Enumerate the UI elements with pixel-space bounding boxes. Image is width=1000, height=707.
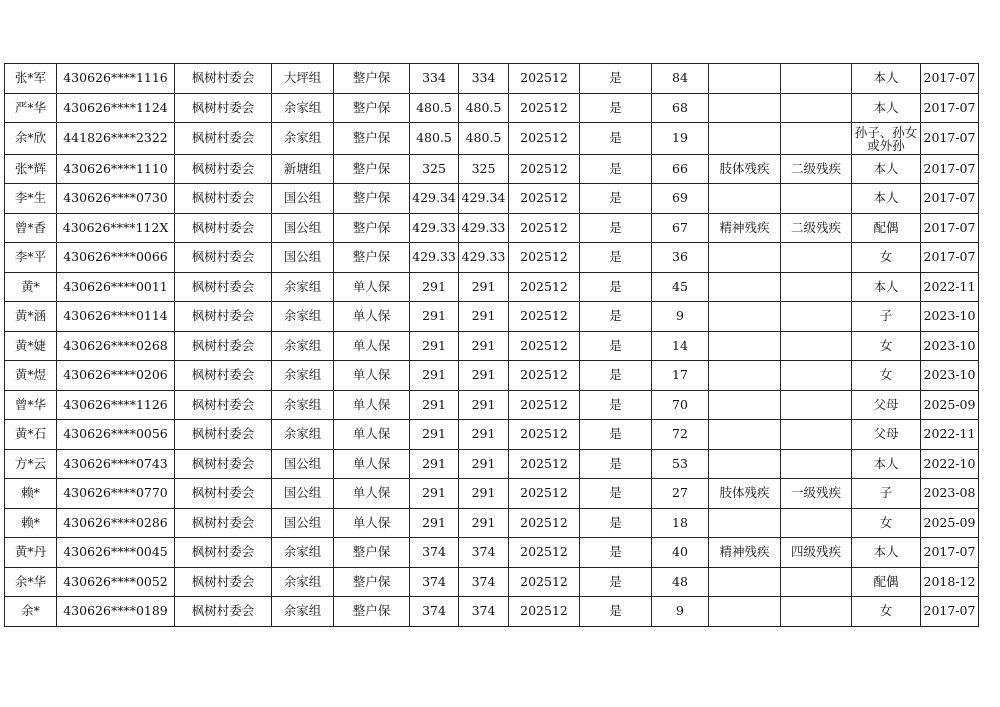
committee-cell: 枫树村委会 bbox=[175, 154, 272, 184]
amount-total-cell: 334 bbox=[459, 64, 509, 94]
start-date-cell: 2017-07 bbox=[921, 93, 979, 123]
table-row bbox=[5, 93, 979, 123]
disability-level-cell bbox=[781, 272, 852, 302]
amount-cell: 291 bbox=[410, 331, 459, 361]
group-cell: 国公组 bbox=[272, 213, 334, 243]
period-cell: 202512 bbox=[509, 123, 580, 155]
amount-total-cell: 429.34 bbox=[459, 184, 509, 214]
amount-cell: 429.34 bbox=[410, 184, 459, 214]
group-cell: 余家组 bbox=[272, 331, 334, 361]
committee-cell: 枫树村委会 bbox=[175, 479, 272, 509]
committee-cell: 枫树村委会 bbox=[175, 361, 272, 391]
disability-type-cell bbox=[709, 184, 781, 214]
amount-cell: 374 bbox=[410, 597, 459, 627]
age-cell: 66 bbox=[652, 154, 709, 184]
disability-type-cell bbox=[709, 302, 781, 332]
name-cell: 赖* bbox=[5, 479, 57, 509]
group-cell: 余家组 bbox=[272, 272, 334, 302]
disability-type-cell bbox=[709, 597, 781, 627]
amount-cell: 429.33 bbox=[410, 243, 459, 273]
relation-cell: 女 bbox=[852, 597, 921, 627]
disability-type-cell bbox=[709, 567, 781, 597]
disability-type-cell bbox=[709, 508, 781, 538]
coverage-type-cell: 整户保 bbox=[334, 93, 410, 123]
start-date-cell: 2022-11 bbox=[921, 272, 979, 302]
amount-total-cell: 429.33 bbox=[459, 213, 509, 243]
flag-cell: 是 bbox=[580, 154, 652, 184]
table-row bbox=[5, 154, 979, 184]
name-cell: 黄*煜 bbox=[5, 361, 57, 391]
group-cell: 国公组 bbox=[272, 184, 334, 214]
coverage-type-cell: 单人保 bbox=[334, 390, 410, 420]
id-number-cell: 430626****0011 bbox=[57, 272, 175, 302]
table-row bbox=[5, 272, 979, 302]
id-number-cell: 430626****0114 bbox=[57, 302, 175, 332]
age-cell: 9 bbox=[652, 302, 709, 332]
id-number-cell: 430626****0066 bbox=[57, 243, 175, 273]
committee-cell: 枫树村委会 bbox=[175, 538, 272, 568]
group-cell: 余家组 bbox=[272, 93, 334, 123]
period-cell: 202512 bbox=[509, 213, 580, 243]
relation-cell: 本人 bbox=[852, 272, 921, 302]
id-number-cell: 430626****0286 bbox=[57, 508, 175, 538]
age-cell: 45 bbox=[652, 272, 709, 302]
flag-cell: 是 bbox=[580, 449, 652, 479]
relation-cell: 父母 bbox=[852, 390, 921, 420]
start-date-cell: 2023-10 bbox=[921, 331, 979, 361]
group-cell: 余家组 bbox=[272, 123, 334, 155]
committee-cell: 枫树村委会 bbox=[175, 243, 272, 273]
age-cell: 36 bbox=[652, 243, 709, 273]
age-cell: 40 bbox=[652, 538, 709, 568]
id-number-cell: 430626****0189 bbox=[57, 597, 175, 627]
amount-cell: 480.5 bbox=[410, 93, 459, 123]
start-date-cell: 2017-07 bbox=[921, 154, 979, 184]
id-number-cell: 430626****0206 bbox=[57, 361, 175, 391]
period-cell: 202512 bbox=[509, 420, 580, 450]
flag-cell: 是 bbox=[580, 538, 652, 568]
start-date-cell: 2017-07 bbox=[921, 597, 979, 627]
committee-cell: 枫树村委会 bbox=[175, 184, 272, 214]
name-cell: 赖* bbox=[5, 508, 57, 538]
name-cell: 黄*石 bbox=[5, 420, 57, 450]
relation-cell: 本人 bbox=[852, 184, 921, 214]
flag-cell: 是 bbox=[580, 184, 652, 214]
group-cell: 余家组 bbox=[272, 390, 334, 420]
table-row bbox=[5, 361, 979, 391]
start-date-cell: 2022-10 bbox=[921, 449, 979, 479]
disability-level-cell bbox=[781, 64, 852, 94]
disability-level-cell bbox=[781, 243, 852, 273]
start-date-cell: 2025-09 bbox=[921, 390, 979, 420]
coverage-type-cell: 整户保 bbox=[334, 597, 410, 627]
name-cell: 曾*华 bbox=[5, 390, 57, 420]
relation-cell: 女 bbox=[852, 508, 921, 538]
start-date-cell: 2025-09 bbox=[921, 508, 979, 538]
disability-level-cell bbox=[781, 184, 852, 214]
disability-level-cell bbox=[781, 508, 852, 538]
relation-cell: 本人 bbox=[852, 93, 921, 123]
id-number-cell: 430626****1126 bbox=[57, 390, 175, 420]
start-date-cell: 2018-12 bbox=[921, 567, 979, 597]
coverage-type-cell: 单人保 bbox=[334, 508, 410, 538]
committee-cell: 枫树村委会 bbox=[175, 508, 272, 538]
disability-level-cell: 一级残疾 bbox=[781, 479, 852, 509]
flag-cell: 是 bbox=[580, 272, 652, 302]
amount-total-cell: 374 bbox=[459, 567, 509, 597]
disability-level-cell bbox=[781, 331, 852, 361]
id-number-cell: 430626****0052 bbox=[57, 567, 175, 597]
period-cell: 202512 bbox=[509, 154, 580, 184]
relation-cell: 本人 bbox=[852, 538, 921, 568]
id-number-cell: 430626****0730 bbox=[57, 184, 175, 214]
table-row bbox=[5, 390, 979, 420]
disability-type-cell bbox=[709, 390, 781, 420]
disability-type-cell: 精神残疾 bbox=[709, 538, 781, 568]
amount-total-cell: 480.5 bbox=[459, 93, 509, 123]
id-number-cell: 430626****112X bbox=[57, 213, 175, 243]
table-row bbox=[5, 420, 979, 450]
disability-type-cell bbox=[709, 331, 781, 361]
table-row bbox=[5, 123, 979, 155]
table-row bbox=[5, 213, 979, 243]
period-cell: 202512 bbox=[509, 331, 580, 361]
flag-cell: 是 bbox=[580, 508, 652, 538]
period-cell: 202512 bbox=[509, 597, 580, 627]
committee-cell: 枫树村委会 bbox=[175, 213, 272, 243]
flag-cell: 是 bbox=[580, 567, 652, 597]
disability-type-cell bbox=[709, 123, 781, 155]
name-cell: 严*华 bbox=[5, 93, 57, 123]
flag-cell: 是 bbox=[580, 420, 652, 450]
amount-total-cell: 374 bbox=[459, 597, 509, 627]
coverage-type-cell: 整户保 bbox=[334, 567, 410, 597]
committee-cell: 枫树村委会 bbox=[175, 302, 272, 332]
coverage-type-cell: 整户保 bbox=[334, 184, 410, 214]
name-cell: 方*云 bbox=[5, 449, 57, 479]
group-cell: 国公组 bbox=[272, 508, 334, 538]
relation-cell: 父母 bbox=[852, 420, 921, 450]
disability-type-cell bbox=[709, 64, 781, 94]
period-cell: 202512 bbox=[509, 64, 580, 94]
committee-cell: 枫树村委会 bbox=[175, 123, 272, 155]
amount-cell: 374 bbox=[410, 538, 459, 568]
disability-level-cell: 二级残疾 bbox=[781, 213, 852, 243]
amount-total-cell: 291 bbox=[459, 361, 509, 391]
committee-cell: 枫树村委会 bbox=[175, 93, 272, 123]
name-cell: 曾*香 bbox=[5, 213, 57, 243]
relation-cell: 子 bbox=[852, 479, 921, 509]
id-number-cell: 430626****0268 bbox=[57, 331, 175, 361]
age-cell: 9 bbox=[652, 597, 709, 627]
age-cell: 69 bbox=[652, 184, 709, 214]
disability-level-cell bbox=[781, 420, 852, 450]
age-cell: 53 bbox=[652, 449, 709, 479]
name-cell: 李*生 bbox=[5, 184, 57, 214]
disability-type-cell: 肢体残疾 bbox=[709, 154, 781, 184]
age-cell: 17 bbox=[652, 361, 709, 391]
name-cell: 余* bbox=[5, 597, 57, 627]
age-cell: 14 bbox=[652, 331, 709, 361]
amount-cell: 291 bbox=[410, 390, 459, 420]
disability-level-cell bbox=[781, 123, 852, 155]
table-row bbox=[5, 64, 979, 94]
flag-cell: 是 bbox=[580, 123, 652, 155]
committee-cell: 枫树村委会 bbox=[175, 567, 272, 597]
relation-cell: 本人 bbox=[852, 154, 921, 184]
age-cell: 67 bbox=[652, 213, 709, 243]
amount-total-cell: 291 bbox=[459, 390, 509, 420]
relation-cell: 女 bbox=[852, 243, 921, 273]
age-cell: 48 bbox=[652, 567, 709, 597]
amount-cell: 291 bbox=[410, 420, 459, 450]
table-row bbox=[5, 243, 979, 273]
amount-total-cell: 480.5 bbox=[459, 123, 509, 155]
amount-total-cell: 325 bbox=[459, 154, 509, 184]
relation-cell: 本人 bbox=[852, 64, 921, 94]
amount-cell: 429.33 bbox=[410, 213, 459, 243]
committee-cell: 枫树村委会 bbox=[175, 420, 272, 450]
amount-total-cell: 291 bbox=[459, 508, 509, 538]
coverage-type-cell: 单人保 bbox=[334, 302, 410, 332]
id-number-cell: 430626****1110 bbox=[57, 154, 175, 184]
amount-total-cell: 374 bbox=[459, 538, 509, 568]
age-cell: 68 bbox=[652, 93, 709, 123]
start-date-cell: 2023-10 bbox=[921, 302, 979, 332]
period-cell: 202512 bbox=[509, 302, 580, 332]
start-date-cell: 2022-11 bbox=[921, 420, 979, 450]
disability-type-cell bbox=[709, 243, 781, 273]
period-cell: 202512 bbox=[509, 390, 580, 420]
flag-cell: 是 bbox=[580, 361, 652, 391]
group-cell: 余家组 bbox=[272, 597, 334, 627]
amount-cell: 291 bbox=[410, 302, 459, 332]
table-body bbox=[5, 64, 979, 627]
table-row bbox=[5, 331, 979, 361]
id-number-cell: 430626****1124 bbox=[57, 93, 175, 123]
id-number-cell: 441826****2322 bbox=[57, 123, 175, 155]
age-cell: 84 bbox=[652, 64, 709, 94]
age-cell: 19 bbox=[652, 123, 709, 155]
age-cell: 70 bbox=[652, 390, 709, 420]
amount-total-cell: 291 bbox=[459, 331, 509, 361]
start-date-cell: 2017-07 bbox=[921, 64, 979, 94]
amount-cell: 291 bbox=[410, 479, 459, 509]
amount-total-cell: 291 bbox=[459, 302, 509, 332]
committee-cell: 枫树村委会 bbox=[175, 64, 272, 94]
group-cell: 国公组 bbox=[272, 479, 334, 509]
coverage-type-cell: 单人保 bbox=[334, 361, 410, 391]
coverage-type-cell: 整户保 bbox=[334, 538, 410, 568]
amount-cell: 325 bbox=[410, 154, 459, 184]
committee-cell: 枫树村委会 bbox=[175, 449, 272, 479]
disability-level-cell bbox=[781, 449, 852, 479]
group-cell: 国公组 bbox=[272, 243, 334, 273]
start-date-cell: 2017-07 bbox=[921, 123, 979, 155]
name-cell: 黄* bbox=[5, 272, 57, 302]
coverage-type-cell: 整户保 bbox=[334, 64, 410, 94]
period-cell: 202512 bbox=[509, 243, 580, 273]
flag-cell: 是 bbox=[580, 597, 652, 627]
disability-type-cell bbox=[709, 93, 781, 123]
amount-cell: 291 bbox=[410, 449, 459, 479]
table-row bbox=[5, 597, 979, 627]
period-cell: 202512 bbox=[509, 479, 580, 509]
period-cell: 202512 bbox=[509, 538, 580, 568]
relation-cell: 孙子、孙女或外孙 bbox=[852, 123, 921, 155]
amount-total-cell: 429.33 bbox=[459, 243, 509, 273]
disability-type-cell bbox=[709, 272, 781, 302]
age-cell: 27 bbox=[652, 479, 709, 509]
name-cell: 黄*婕 bbox=[5, 331, 57, 361]
table-row bbox=[5, 508, 979, 538]
start-date-cell: 2017-07 bbox=[921, 213, 979, 243]
disability-level-cell bbox=[781, 390, 852, 420]
table-row bbox=[5, 479, 979, 509]
name-cell: 黄*丹 bbox=[5, 538, 57, 568]
relation-cell: 子 bbox=[852, 302, 921, 332]
period-cell: 202512 bbox=[509, 567, 580, 597]
group-cell: 余家组 bbox=[272, 420, 334, 450]
coverage-type-cell: 单人保 bbox=[334, 479, 410, 509]
amount-total-cell: 291 bbox=[459, 420, 509, 450]
coverage-type-cell: 整户保 bbox=[334, 213, 410, 243]
committee-cell: 枫树村委会 bbox=[175, 597, 272, 627]
period-cell: 202512 bbox=[509, 184, 580, 214]
period-cell: 202512 bbox=[509, 361, 580, 391]
id-number-cell: 430626****1116 bbox=[57, 64, 175, 94]
group-cell: 大坪组 bbox=[272, 64, 334, 94]
start-date-cell: 2017-07 bbox=[921, 538, 979, 568]
flag-cell: 是 bbox=[580, 331, 652, 361]
start-date-cell: 2023-08 bbox=[921, 479, 979, 509]
committee-cell: 枫树村委会 bbox=[175, 331, 272, 361]
amount-total-cell: 291 bbox=[459, 479, 509, 509]
group-cell: 新塘组 bbox=[272, 154, 334, 184]
amount-total-cell: 291 bbox=[459, 272, 509, 302]
amount-cell: 480.5 bbox=[410, 123, 459, 155]
id-number-cell: 430626****0770 bbox=[57, 479, 175, 509]
period-cell: 202512 bbox=[509, 508, 580, 538]
amount-cell: 291 bbox=[410, 272, 459, 302]
id-number-cell: 430626****0743 bbox=[57, 449, 175, 479]
name-cell: 黄*涵 bbox=[5, 302, 57, 332]
age-cell: 18 bbox=[652, 508, 709, 538]
flag-cell: 是 bbox=[580, 390, 652, 420]
disability-type-cell bbox=[709, 420, 781, 450]
assistance-roster-table bbox=[4, 63, 979, 627]
group-cell: 国公组 bbox=[272, 449, 334, 479]
start-date-cell: 2017-07 bbox=[921, 243, 979, 273]
amount-total-cell: 291 bbox=[459, 449, 509, 479]
amount-cell: 334 bbox=[410, 64, 459, 94]
disability-level-cell bbox=[781, 302, 852, 332]
disability-level-cell bbox=[781, 361, 852, 391]
name-cell: 李*平 bbox=[5, 243, 57, 273]
name-cell: 张*军 bbox=[5, 64, 57, 94]
disability-level-cell: 二级残疾 bbox=[781, 154, 852, 184]
disability-type-cell bbox=[709, 361, 781, 391]
start-date-cell: 2023-10 bbox=[921, 361, 979, 391]
period-cell: 202512 bbox=[509, 272, 580, 302]
relation-cell: 配偶 bbox=[852, 567, 921, 597]
disability-level-cell bbox=[781, 567, 852, 597]
coverage-type-cell: 整户保 bbox=[334, 154, 410, 184]
coverage-type-cell: 单人保 bbox=[334, 272, 410, 302]
flag-cell: 是 bbox=[580, 213, 652, 243]
group-cell: 余家组 bbox=[272, 302, 334, 332]
amount-cell: 291 bbox=[410, 361, 459, 391]
flag-cell: 是 bbox=[580, 64, 652, 94]
table-row bbox=[5, 567, 979, 597]
coverage-type-cell: 整户保 bbox=[334, 123, 410, 155]
committee-cell: 枫树村委会 bbox=[175, 390, 272, 420]
group-cell: 余家组 bbox=[272, 567, 334, 597]
table-row bbox=[5, 538, 979, 568]
amount-cell: 291 bbox=[410, 508, 459, 538]
name-cell: 余*华 bbox=[5, 567, 57, 597]
table-row bbox=[5, 302, 979, 332]
disability-type-cell bbox=[709, 449, 781, 479]
group-cell: 余家组 bbox=[272, 361, 334, 391]
age-cell: 72 bbox=[652, 420, 709, 450]
relation-cell: 女 bbox=[852, 331, 921, 361]
disability-level-cell: 四级残疾 bbox=[781, 538, 852, 568]
coverage-type-cell: 单人保 bbox=[334, 420, 410, 450]
period-cell: 202512 bbox=[509, 93, 580, 123]
flag-cell: 是 bbox=[580, 93, 652, 123]
flag-cell: 是 bbox=[580, 479, 652, 509]
committee-cell: 枫树村委会 bbox=[175, 272, 272, 302]
amount-cell: 374 bbox=[410, 567, 459, 597]
start-date-cell: 2017-07 bbox=[921, 184, 979, 214]
disability-level-cell bbox=[781, 597, 852, 627]
table-row bbox=[5, 184, 979, 214]
flag-cell: 是 bbox=[580, 302, 652, 332]
flag-cell: 是 bbox=[580, 243, 652, 273]
coverage-type-cell: 单人保 bbox=[334, 331, 410, 361]
coverage-type-cell: 单人保 bbox=[334, 449, 410, 479]
disability-level-cell bbox=[781, 93, 852, 123]
name-cell: 余*欣 bbox=[5, 123, 57, 155]
coverage-type-cell: 整户保 bbox=[334, 243, 410, 273]
group-cell: 余家组 bbox=[272, 538, 334, 568]
relation-cell: 女 bbox=[852, 361, 921, 391]
table-row bbox=[5, 449, 979, 479]
name-cell: 张*辉 bbox=[5, 154, 57, 184]
relation-cell: 本人 bbox=[852, 449, 921, 479]
period-cell: 202512 bbox=[509, 449, 580, 479]
disability-type-cell: 精神残疾 bbox=[709, 213, 781, 243]
id-number-cell: 430626****0056 bbox=[57, 420, 175, 450]
relation-cell: 配偶 bbox=[852, 213, 921, 243]
id-number-cell: 430626****0045 bbox=[57, 538, 175, 568]
disability-type-cell: 肢体残疾 bbox=[709, 479, 781, 509]
